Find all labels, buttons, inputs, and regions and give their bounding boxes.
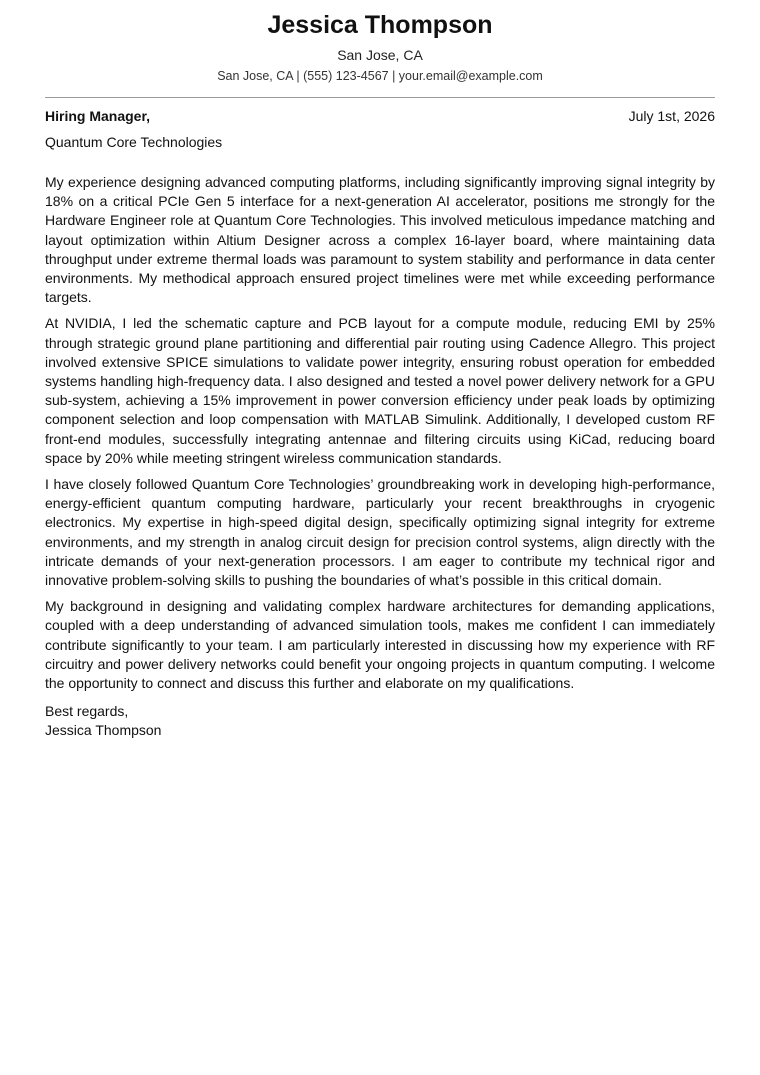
letter-date: July 1st, 2026 (628, 108, 715, 124)
closing-signature: Jessica Thompson (45, 722, 162, 739)
letter-header (45, 0, 715, 84)
applicant-contact-line: San Jose, CA | (555) 123-4567 | your.email@example.com (217, 69, 543, 83)
body-paragraph: My background in designing and validating complex hardware architectures for demanding applications, coupled with a deep understanding of advanced simulation tools, makes me confident I can immediately contribute significantly to your team. I am particularly interested in discussing how my experience with RF circuitry and power delivery networks could benefit your ongoing projects in quantum computing. I welcome the opportunity to connect and discuss this further and elaborate on my qualifications. (45, 598, 715, 692)
body-paragraph: At NVIDIA, I led the schematic capture and PCB layout for a compute module, reducing EMI by 25% through strategic ground plane partitioning and differential pair routing using Cadence Allegro. This project involved extensive SPICE simulations to validate power integrity, ensuring robust operation for embedded systems handling high-frequency data. I also designed and tested a novel power delivery network for a GPU sub-system, achieving a 15% improvement in power conversion efficiency under peak loads by optimizing component selection and loop compensation with MATLAB Simulink. Additionally, I developed custom RF front-end modules, successfully integrating antennae and filtering circuits using KiCad, reducing board space by 20% while meeting stringent wireless communication standards. (45, 315, 715, 466)
body-paragraph: My experience designing advanced computing platforms, including significantly improving signal integrity by 18% on a critical PCIe Gen 5 interface for a next-generation AI accelerator, positions me strongly for the Hardware Engineer role at Quantum Core Technologies. This involved meticulous impedance matching and layout optimization within Altium Designer across a complex 16-layer board, where maintaining data throughput under extreme thermal loads was paramount to system stability and performance in data center environments. My methodical approach ensured project timelines were met while exceeding performance targets. (45, 174, 715, 306)
letter-closing (45, 702, 715, 740)
recipient-company: Quantum Core Technologies (45, 134, 223, 150)
body-paragraph: I have closely followed Quantum Core Technologies’ groundbreaking work in developing high-performance, energy-efficient quantum computing hardware, particularly your recent breakthroughs in cryogenic electronics. My expertise in high-speed digital design, specifically optimizing signal integrity for extreme environments, and my strength in analog circuit design for precision control systems, align directly with the intricate demands of your next-generation processors. I am eager to contribute my technical rigor and innovative problem-solving skills to pushing the boundaries of what’s possible in this critical domain. (45, 476, 715, 589)
recipient-date-row (45, 107, 715, 125)
recipient-label: Hiring Manager, (45, 108, 151, 124)
applicant-location: San Jose, CA (337, 47, 423, 63)
closing-salutation: Best regards, (45, 703, 129, 720)
header-divider (45, 97, 715, 98)
applicant-name: Jessica Thompson (267, 11, 493, 39)
letter-body (45, 173, 715, 693)
